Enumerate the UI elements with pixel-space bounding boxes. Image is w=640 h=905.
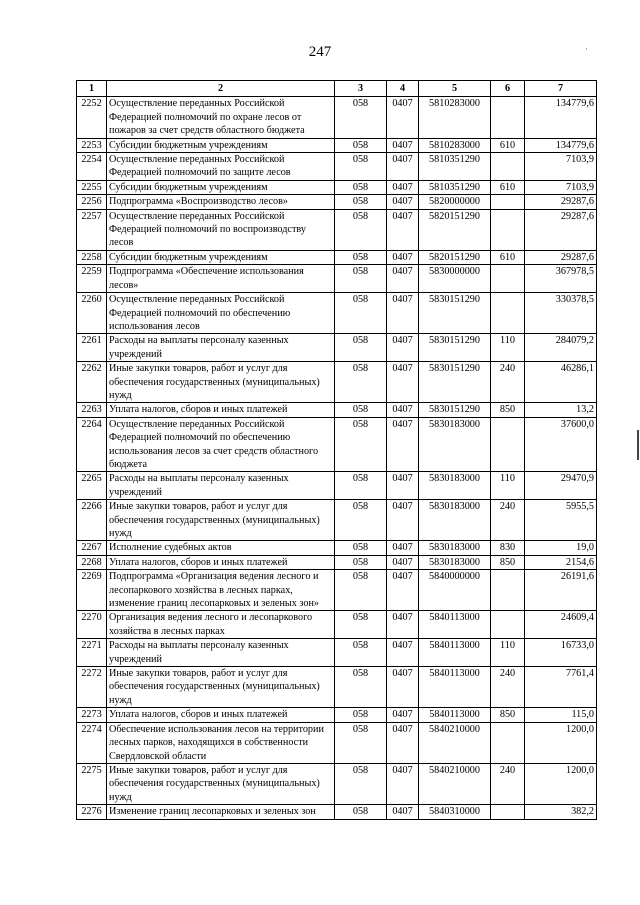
row-expense-type: 240	[491, 763, 525, 804]
row-name: Изменение границ лесопарковых и зеленых зон	[107, 805, 335, 819]
row-name: Иные закупки товаров, работ и услуг для обеспечения государственных (муниципальных) нужд	[107, 500, 335, 541]
row-section-code: 0407	[387, 209, 419, 250]
row-name: Иные закупки товаров, работ и услуг для обеспечения государственных (муниципальных) нужд	[107, 667, 335, 708]
row-section-code: 0407	[387, 805, 419, 819]
row-target-article: 5810283000	[419, 138, 491, 152]
row-amount: 7103,9	[525, 153, 597, 181]
row-number: 2252	[77, 97, 107, 138]
row-expense-type: 850	[491, 555, 525, 569]
row-expense-type: 110	[491, 334, 525, 362]
table-row	[77, 195, 597, 209]
row-number: 2267	[77, 541, 107, 555]
row-section-code: 0407	[387, 250, 419, 264]
row-number: 2275	[77, 763, 107, 804]
row-expense-type: 830	[491, 541, 525, 555]
row-name: Субсидии бюджетным учреждениям	[107, 180, 335, 194]
row-section-code: 0407	[387, 403, 419, 417]
row-section-code: 0407	[387, 611, 419, 639]
table-row	[77, 250, 597, 264]
row-number: 2259	[77, 265, 107, 293]
row-number: 2276	[77, 805, 107, 819]
row-target-article: 5810351290	[419, 153, 491, 181]
row-ministry-code: 058	[335, 362, 387, 403]
row-target-article: 5830151290	[419, 293, 491, 334]
row-amount: 37600,0	[525, 417, 597, 472]
table-row	[77, 611, 597, 639]
table-row	[77, 153, 597, 181]
row-ministry-code: 058	[335, 293, 387, 334]
row-ministry-code: 058	[335, 417, 387, 472]
row-name: Расходы на выплаты персоналу казенных учреждений	[107, 472, 335, 500]
row-ministry-code: 058	[335, 722, 387, 763]
col-header-1: 1	[77, 81, 107, 97]
row-ministry-code: 058	[335, 153, 387, 181]
row-expense-type: 110	[491, 472, 525, 500]
row-amount: 29287,6	[525, 209, 597, 250]
corner-mark: ·	[585, 44, 588, 54]
row-ministry-code: 058	[335, 403, 387, 417]
budget-table	[76, 80, 597, 820]
table-row	[77, 722, 597, 763]
row-name: Уплата налогов, сборов и иных платежей	[107, 403, 335, 417]
row-ministry-code: 058	[335, 97, 387, 138]
table-row	[77, 555, 597, 569]
row-ministry-code: 058	[335, 334, 387, 362]
table-row	[77, 265, 597, 293]
table-row	[77, 472, 597, 500]
col-header-2: 2	[107, 81, 335, 97]
table-row	[77, 362, 597, 403]
col-header-4: 4	[387, 81, 419, 97]
row-name: Иные закупки товаров, работ и услуг для обеспечения государственных (муниципальных) нужд	[107, 763, 335, 804]
row-ministry-code: 058	[335, 500, 387, 541]
row-amount: 7103,9	[525, 180, 597, 194]
col-header-3: 3	[335, 81, 387, 97]
row-expense-type	[491, 293, 525, 334]
row-amount: 115,0	[525, 708, 597, 722]
row-expense-type: 240	[491, 667, 525, 708]
row-ministry-code: 058	[335, 180, 387, 194]
row-section-code: 0407	[387, 195, 419, 209]
row-ministry-code: 058	[335, 763, 387, 804]
row-name: Осуществление переданных Российской Федерацией полномочий по охране лесов от пожаров за счет средств областного бюджета	[107, 97, 335, 138]
row-target-article: 5840113000	[419, 667, 491, 708]
table-row	[77, 293, 597, 334]
row-ministry-code: 058	[335, 541, 387, 555]
row-ministry-code: 058	[335, 250, 387, 264]
row-ministry-code: 058	[335, 138, 387, 152]
row-target-article: 5840210000	[419, 763, 491, 804]
col-header-5: 5	[419, 81, 491, 97]
row-target-article: 5840113000	[419, 611, 491, 639]
row-number: 2256	[77, 195, 107, 209]
row-number: 2265	[77, 472, 107, 500]
row-section-code: 0407	[387, 97, 419, 138]
row-amount: 367978,5	[525, 265, 597, 293]
row-amount: 29287,6	[525, 195, 597, 209]
row-expense-type	[491, 570, 525, 611]
row-section-code: 0407	[387, 138, 419, 152]
row-number: 2264	[77, 417, 107, 472]
row-section-code: 0407	[387, 334, 419, 362]
row-section-code: 0407	[387, 180, 419, 194]
row-target-article: 5830183000	[419, 555, 491, 569]
row-section-code: 0407	[387, 417, 419, 472]
row-number: 2260	[77, 293, 107, 334]
row-amount: 2154,6	[525, 555, 597, 569]
table-row	[77, 708, 597, 722]
row-ministry-code: 058	[335, 667, 387, 708]
row-section-code: 0407	[387, 708, 419, 722]
row-number: 2271	[77, 639, 107, 667]
row-name: Организация ведения лесного и лесопаркового хозяйства в лесных парках	[107, 611, 335, 639]
row-name: Уплата налогов, сборов и иных платежей	[107, 555, 335, 569]
row-expense-type	[491, 153, 525, 181]
table-row	[77, 97, 597, 138]
page-number: 247	[308, 44, 332, 60]
row-expense-type	[491, 265, 525, 293]
row-name: Осуществление переданных Российской Федерацией полномочий по защите лесов	[107, 153, 335, 181]
row-number: 2257	[77, 209, 107, 250]
row-target-article: 5840000000	[419, 570, 491, 611]
row-ministry-code: 058	[335, 611, 387, 639]
row-name: Иные закупки товаров, работ и услуг для обеспечения государственных (муниципальных) нужд	[107, 362, 335, 403]
table-row	[77, 180, 597, 194]
row-target-article: 5830151290	[419, 334, 491, 362]
row-target-article: 5830151290	[419, 403, 491, 417]
row-number: 2261	[77, 334, 107, 362]
row-name: Расходы на выплаты персоналу казенных учреждений	[107, 639, 335, 667]
row-name: Обеспечение использования лесов на территории лесных парков, находящихся в собственности Свердловской области	[107, 722, 335, 763]
row-amount: 7761,4	[525, 667, 597, 708]
row-amount: 1200,0	[525, 722, 597, 763]
row-amount: 382,2	[525, 805, 597, 819]
table-row	[77, 334, 597, 362]
table-row	[77, 541, 597, 555]
row-number: 2273	[77, 708, 107, 722]
row-section-code: 0407	[387, 265, 419, 293]
row-section-code: 0407	[387, 153, 419, 181]
row-name: Расходы на выплаты персоналу казенных учреждений	[107, 334, 335, 362]
row-target-article: 5830183000	[419, 472, 491, 500]
row-name: Субсидии бюджетным учреждениям	[107, 250, 335, 264]
row-expense-type: 610	[491, 180, 525, 194]
row-amount: 46286,1	[525, 362, 597, 403]
row-number: 2258	[77, 250, 107, 264]
row-expense-type: 610	[491, 250, 525, 264]
row-ministry-code: 058	[335, 265, 387, 293]
row-amount: 134779,6	[525, 138, 597, 152]
row-number: 2274	[77, 722, 107, 763]
row-expense-type: 850	[491, 708, 525, 722]
row-target-article: 5830183000	[419, 500, 491, 541]
row-amount: 134779,6	[525, 97, 597, 138]
row-name: Осуществление переданных Российской Федерацией полномочий по обеспечению использования лесов за счет средств областного бюджета	[107, 417, 335, 472]
row-name: Подпрограмма «Организация ведения лесного и лесопаркового хозяйства в лесных парках, изменение границ лесопарковых и зеленых зон»	[107, 570, 335, 611]
row-section-code: 0407	[387, 472, 419, 500]
row-name: Подпрограмма «Воспроизводство лесов»	[107, 195, 335, 209]
row-number: 2270	[77, 611, 107, 639]
row-target-article: 5820151290	[419, 209, 491, 250]
table-header-row	[77, 81, 597, 97]
row-section-code: 0407	[387, 362, 419, 403]
row-target-article: 5810351290	[419, 180, 491, 194]
row-amount: 1200,0	[525, 763, 597, 804]
row-target-article: 5830151290	[419, 362, 491, 403]
row-section-code: 0407	[387, 541, 419, 555]
row-section-code: 0407	[387, 763, 419, 804]
row-section-code: 0407	[387, 667, 419, 708]
table-row	[77, 639, 597, 667]
table-row	[77, 403, 597, 417]
row-ministry-code: 058	[335, 708, 387, 722]
row-target-article: 5810283000	[419, 97, 491, 138]
row-number: 2269	[77, 570, 107, 611]
row-target-article: 5840310000	[419, 805, 491, 819]
row-number: 2272	[77, 667, 107, 708]
row-target-article: 5820000000	[419, 195, 491, 209]
row-expense-type	[491, 417, 525, 472]
row-amount: 284079,2	[525, 334, 597, 362]
row-amount: 16733,0	[525, 639, 597, 667]
scan-edge-mark	[637, 430, 639, 460]
row-name: Исполнение судебных актов	[107, 541, 335, 555]
table-row	[77, 763, 597, 804]
row-expense-type	[491, 611, 525, 639]
row-expense-type	[491, 97, 525, 138]
row-amount: 24609,4	[525, 611, 597, 639]
row-name: Субсидии бюджетным учреждениям	[107, 138, 335, 152]
row-amount: 5955,5	[525, 500, 597, 541]
row-number: 2255	[77, 180, 107, 194]
row-expense-type: 240	[491, 362, 525, 403]
row-amount: 13,2	[525, 403, 597, 417]
row-number: 2254	[77, 153, 107, 181]
row-name: Подпрограмма «Обеспечение использования лесов»	[107, 265, 335, 293]
row-ministry-code: 058	[335, 472, 387, 500]
row-amount: 330378,5	[525, 293, 597, 334]
row-expense-type: 850	[491, 403, 525, 417]
row-name: Осуществление переданных Российской Федерацией полномочий по воспроизводству лесов	[107, 209, 335, 250]
row-section-code: 0407	[387, 555, 419, 569]
col-header-7: 7	[525, 81, 597, 97]
row-expense-type	[491, 722, 525, 763]
row-name: Осуществление переданных Российской Федерацией полномочий по обеспечению использования лесов	[107, 293, 335, 334]
table-row	[77, 417, 597, 472]
row-expense-type: 610	[491, 138, 525, 152]
row-section-code: 0407	[387, 722, 419, 763]
row-ministry-code: 058	[335, 805, 387, 819]
table-row	[77, 138, 597, 152]
table-row	[77, 500, 597, 541]
table-row	[77, 570, 597, 611]
row-amount: 29470,9	[525, 472, 597, 500]
row-ministry-code: 058	[335, 209, 387, 250]
row-section-code: 0407	[387, 639, 419, 667]
row-target-article: 5820151290	[419, 250, 491, 264]
row-ministry-code: 058	[335, 570, 387, 611]
row-section-code: 0407	[387, 570, 419, 611]
table-row	[77, 805, 597, 819]
row-section-code: 0407	[387, 500, 419, 541]
col-header-6: 6	[491, 81, 525, 97]
row-number: 2253	[77, 138, 107, 152]
table-row	[77, 209, 597, 250]
row-section-code: 0407	[387, 293, 419, 334]
row-ministry-code: 058	[335, 639, 387, 667]
row-target-article: 5840113000	[419, 708, 491, 722]
row-expense-type: 240	[491, 500, 525, 541]
row-target-article: 5830183000	[419, 417, 491, 472]
row-ministry-code: 058	[335, 195, 387, 209]
row-expense-type	[491, 195, 525, 209]
row-ministry-code: 058	[335, 555, 387, 569]
row-expense-type	[491, 209, 525, 250]
row-expense-type	[491, 805, 525, 819]
row-target-article: 5830183000	[419, 541, 491, 555]
row-amount: 29287,6	[525, 250, 597, 264]
row-number: 2268	[77, 555, 107, 569]
row-number: 2263	[77, 403, 107, 417]
row-expense-type: 110	[491, 639, 525, 667]
row-target-article: 5840210000	[419, 722, 491, 763]
row-number: 2262	[77, 362, 107, 403]
row-target-article: 5840113000	[419, 639, 491, 667]
row-number: 2266	[77, 500, 107, 541]
row-target-article: 5830000000	[419, 265, 491, 293]
table-row	[77, 667, 597, 708]
row-amount: 19,0	[525, 541, 597, 555]
row-name: Уплата налогов, сборов и иных платежей	[107, 708, 335, 722]
row-amount: 26191,6	[525, 570, 597, 611]
